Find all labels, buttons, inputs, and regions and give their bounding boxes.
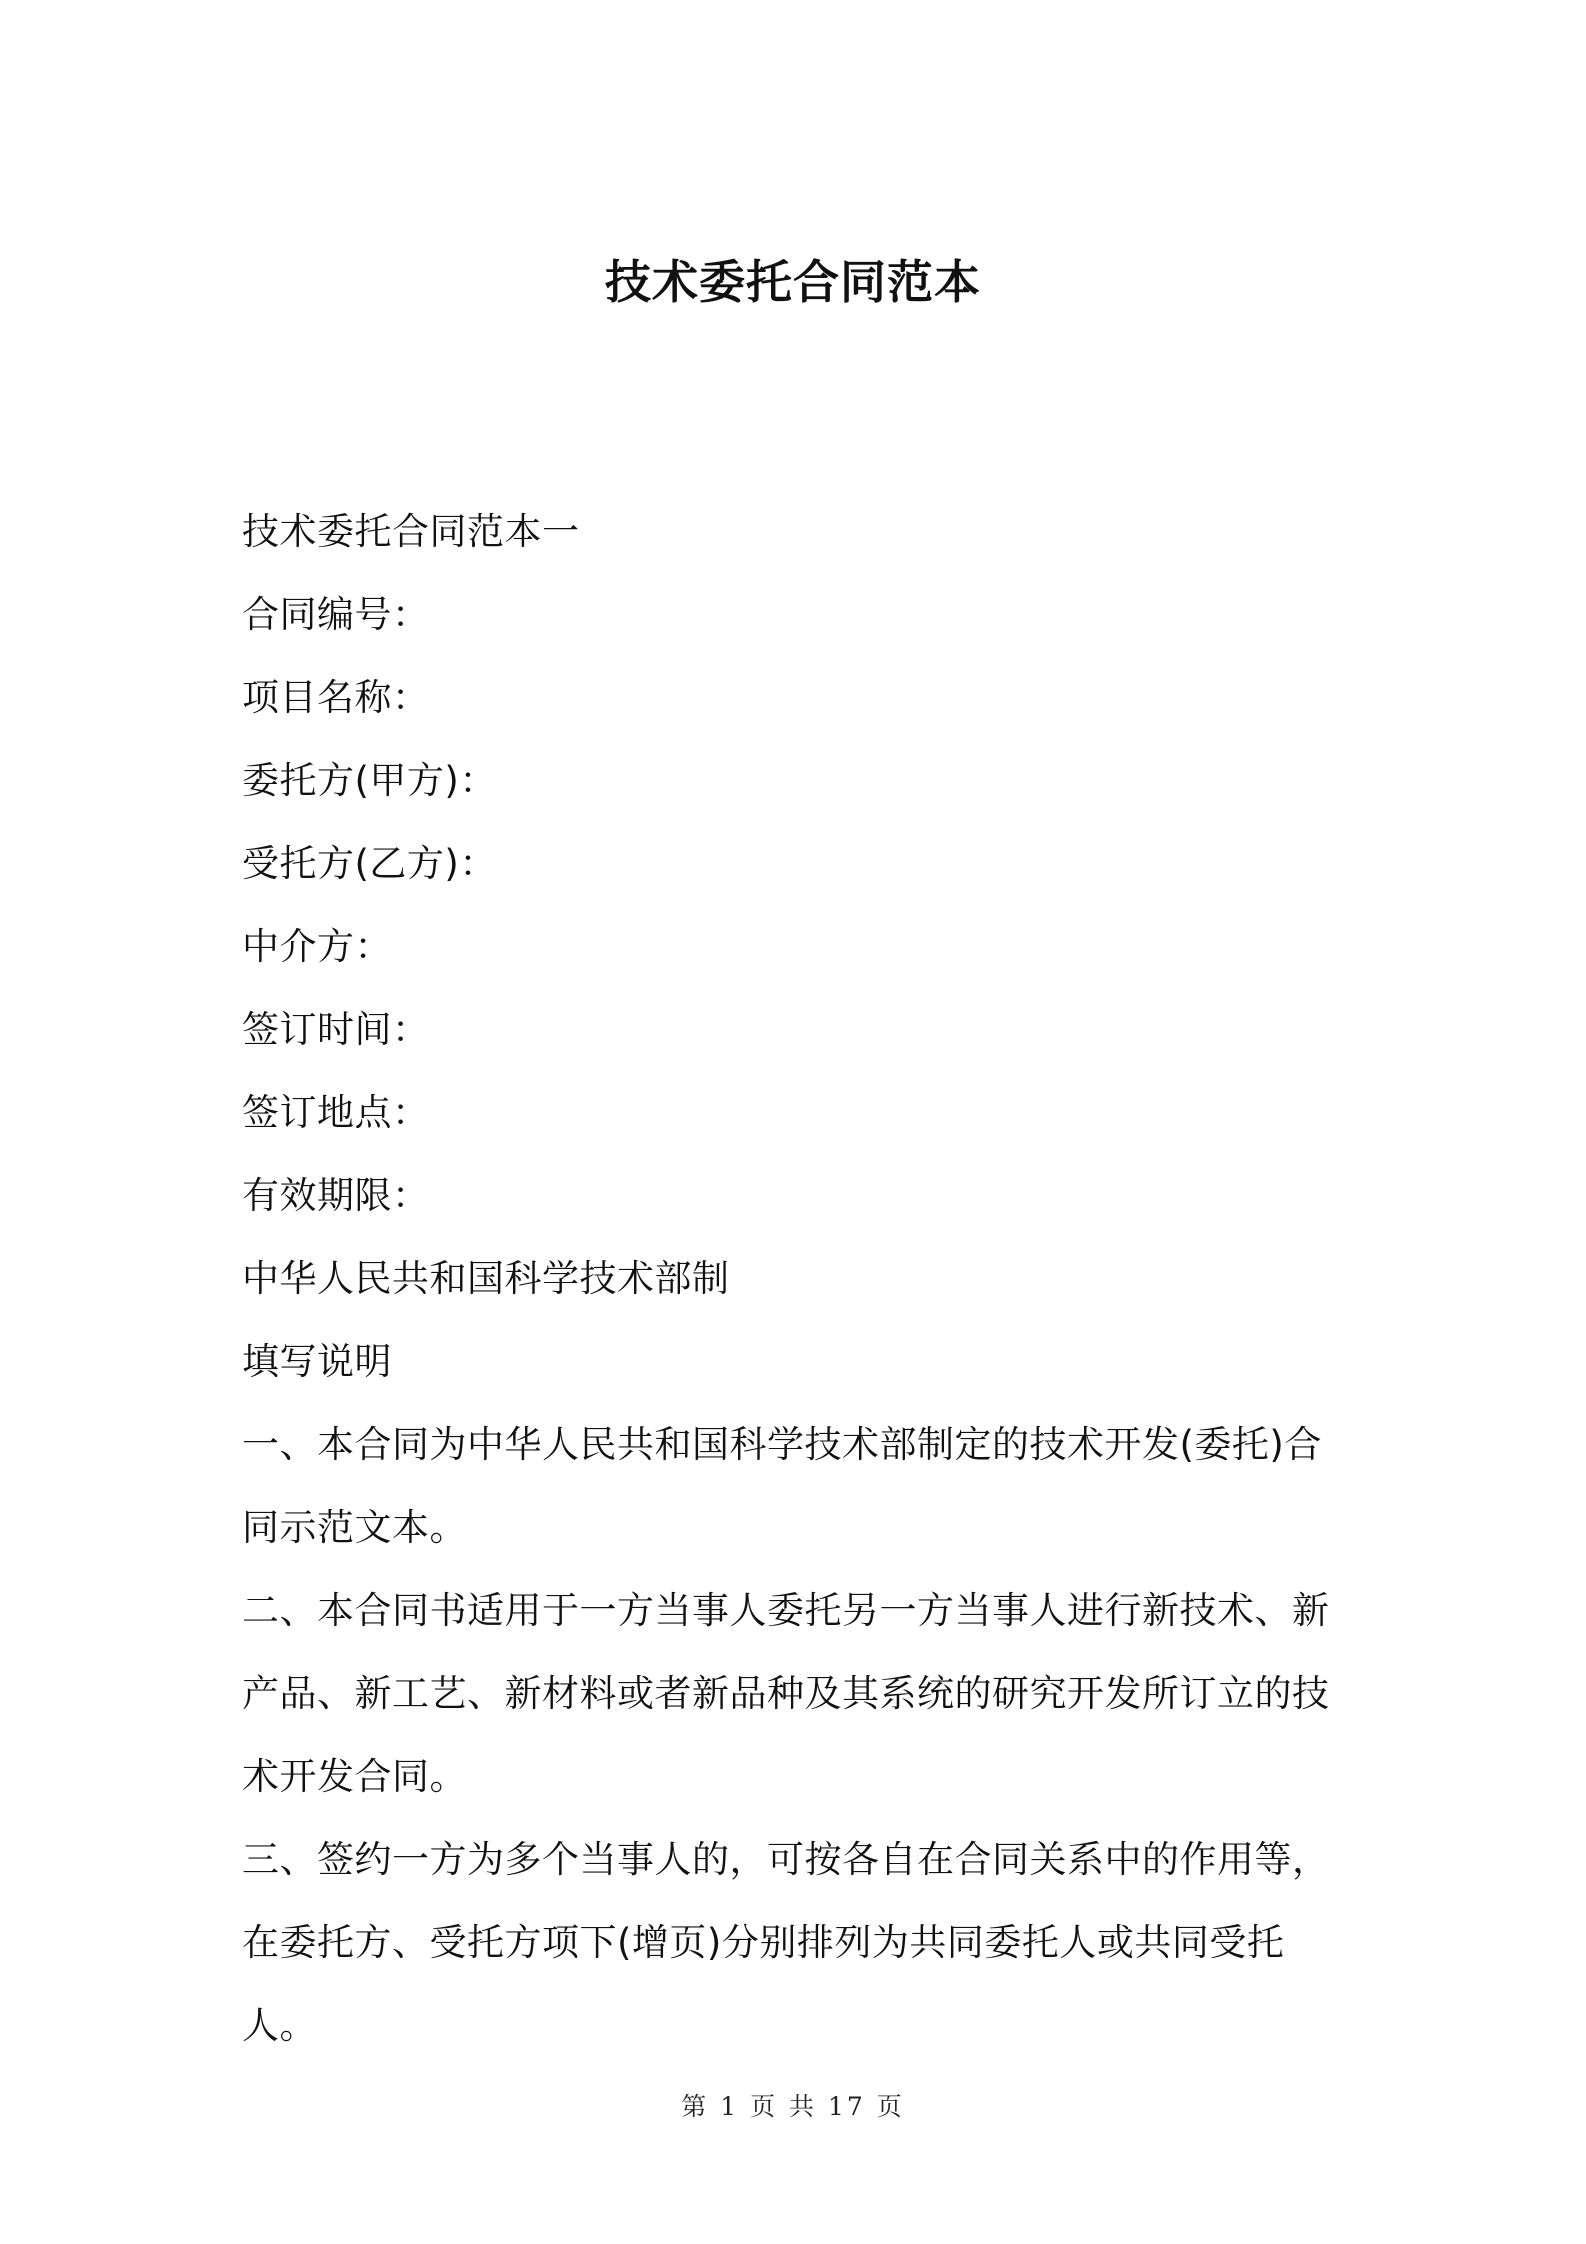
subtitle-line: 技术委托合同范本一 xyxy=(242,510,580,553)
client-party-field: 委托方(甲方)： xyxy=(242,759,497,802)
project-name-field: 项目名称： xyxy=(242,676,430,719)
intermediary-field: 中介方： xyxy=(242,925,392,968)
contract-number-field: 合同编号： xyxy=(242,593,430,636)
signing-place-field: 签订地点： xyxy=(242,1091,430,1134)
instruction-item-2: 二、本合同书适用于一方当事人委托另一方当事人进行新技术、新产品、新工艺、新材料或者新品种及其系统的研究开发所订立的技术开发合同。 xyxy=(242,1589,1330,1798)
validity-period-field: 有效期限： xyxy=(242,1174,430,1217)
document-body xyxy=(242,490,1354,2067)
page-number-footer: 第 1 页 共 17 页 xyxy=(681,2092,905,2121)
instruction-item-3: 三、签约一方为多个当事人的，可按各自在合同关系中的作用等，在委托方、受托方项下(增页)分别排列为共同委托人或共同受托人。 xyxy=(242,1838,1330,2047)
instruction-item-1: 一、本合同为中华人民共和国科学技术部制定的技术开发(委托)合同示范文本。 xyxy=(242,1423,1322,1549)
document-title: 技术委托合同范本 xyxy=(605,255,981,309)
signing-time-field: 签订时间： xyxy=(242,1008,430,1051)
contractor-party-field: 受托方(乙方)： xyxy=(242,842,497,885)
instructions-heading: 填写说明 xyxy=(242,1340,392,1383)
issuer-line: 中华人民共和国科学技术部制 xyxy=(242,1257,730,1300)
